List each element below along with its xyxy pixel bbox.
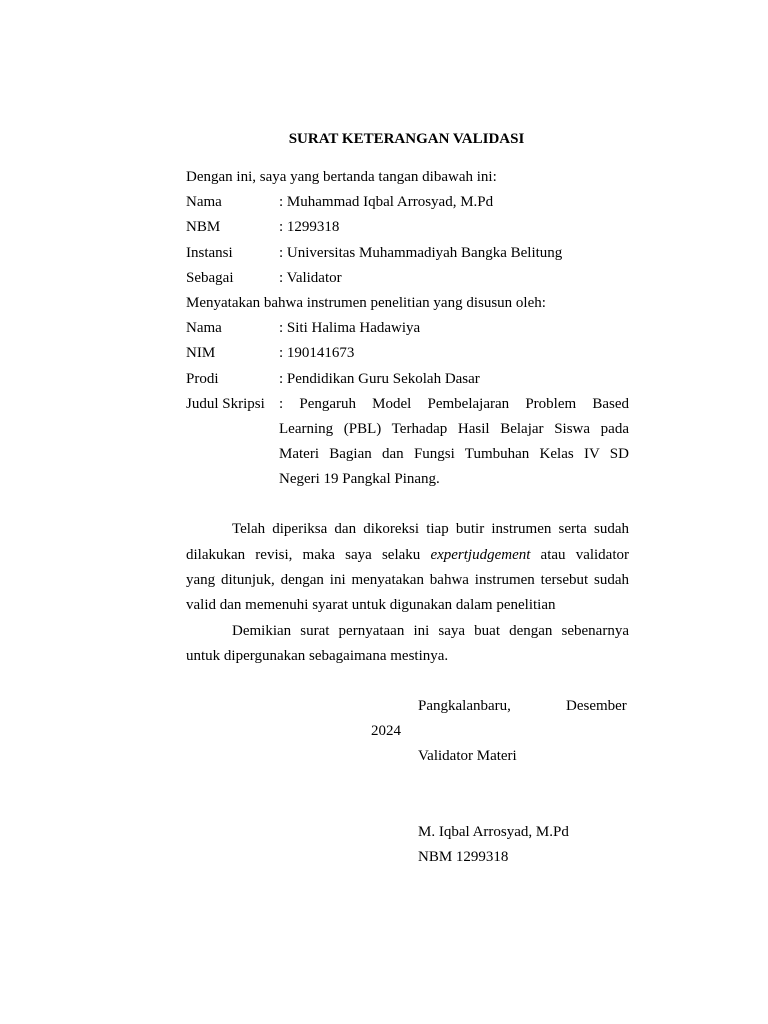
document-title: SURAT KETERANGAN VALIDASI <box>288 131 525 147</box>
validator-instansi-value: : Universitas Muhammadiyah Bangka Belitung <box>279 245 563 261</box>
validator-name-label: Nama <box>186 194 222 210</box>
signature-nbm: NBM 1299318 <box>418 849 509 865</box>
thesis-title-label: Judul Skripsi <box>186 396 265 412</box>
body-paragraph-line: Telah diperiksa dan dikoreksi tiap butir instrumen serta sudah <box>232 521 629 537</box>
body-paragraph-line <box>186 547 629 564</box>
validator-nbm-label: NBM <box>186 219 221 235</box>
validator-instansi-label: Instansi <box>186 245 233 261</box>
intro-text: Dengan ini, saya yang bertanda tangan dibawah ini: <box>186 169 497 185</box>
body-text: atau validator <box>530 547 630 563</box>
validator-name-value: : Muhammad Iqbal Arrosyad, M.Pd <box>279 194 494 210</box>
student-prodi-value: : Pendidikan Guru Sekolah Dasar <box>279 371 480 387</box>
closing-paragraph-line: untuk dipergunakan sebagaimana mestinya. <box>186 648 449 664</box>
validator-role-value: : Validator <box>279 270 342 286</box>
closing-paragraph-line: Demikian surat pernyataan ini saya buat dengan sebenarnya <box>232 623 629 639</box>
signature-name: M. Iqbal Arrosyad, M.Pd <box>418 824 569 840</box>
signature-month: Desember <box>566 698 627 714</box>
signature-role: Validator Materi <box>418 748 517 764</box>
body-paragraph-line: valid dan memenuhi syarat untuk digunakan dalam penelitian <box>186 597 556 613</box>
student-name-label: Nama <box>186 320 222 336</box>
student-name-value: : Siti Halima Hadawiya <box>279 320 421 336</box>
validator-role-label: Sebagai <box>186 270 234 286</box>
italic-term: expertjudgement <box>430 547 531 563</box>
statement-text: Menyatakan bahwa instrumen penelitian yang disusun oleh: <box>186 295 546 311</box>
body-paragraph-line: yang ditunjuk, dengan ini menyatakan bahwa instrumen tersebut sudah <box>186 572 629 588</box>
thesis-title-line: Learning (PBL) Terhadap Hasil Belajar Siswa pada <box>279 421 629 437</box>
signature-year: 2024 <box>371 723 401 739</box>
body-text: dilakukan revisi, maka saya selaku <box>186 547 431 563</box>
thesis-title-line: Negeri 19 Pangkal Pinang. <box>279 471 440 487</box>
thesis-title-line: : Pengaruh Model Pembelajaran Problem Based <box>279 396 629 412</box>
student-nim-label: NIM <box>186 345 216 361</box>
student-nim-value: : 190141673 <box>279 345 355 361</box>
validator-nbm-value: : 1299318 <box>279 219 340 235</box>
student-prodi-label: Prodi <box>186 371 219 387</box>
thesis-title-line: Materi Bagian dan Fungsi Tumbuhan Kelas IV SD <box>279 446 629 462</box>
signature-place: Pangkalanbaru, <box>418 698 511 714</box>
